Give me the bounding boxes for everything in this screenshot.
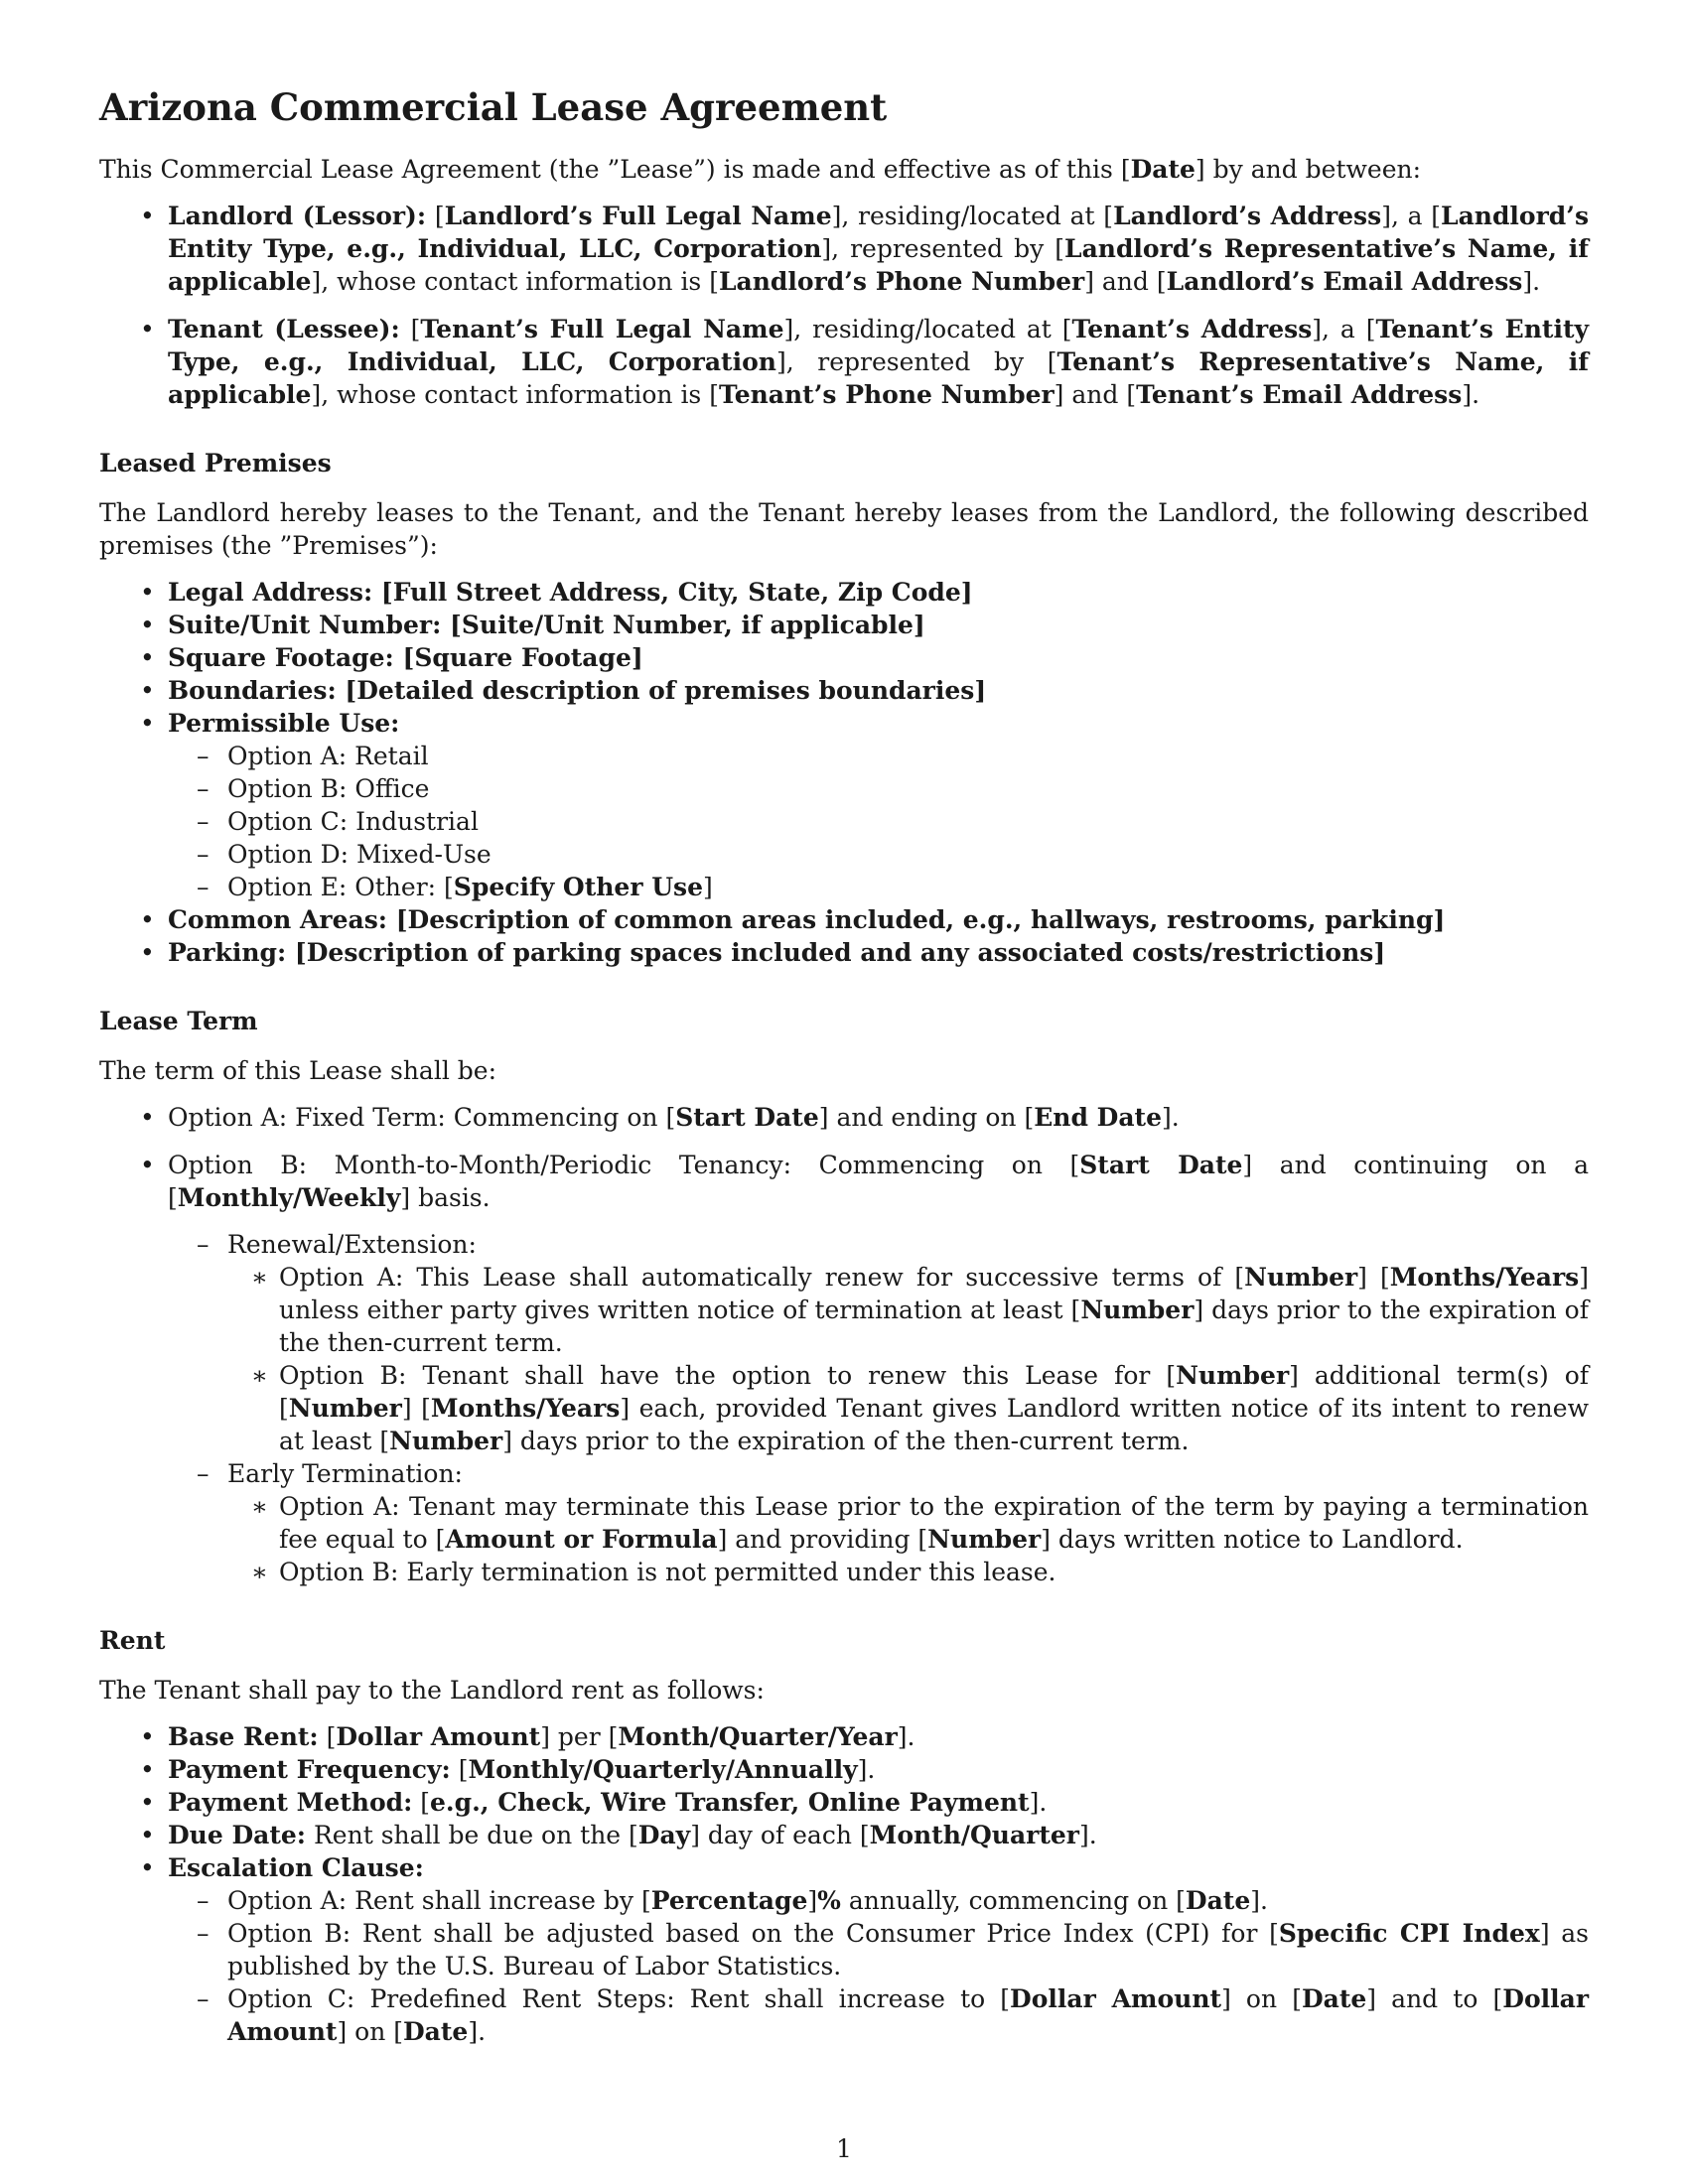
renewal-label: Renewal/Extension: [227,1230,477,1259]
list-item [227,1917,1589,1982]
number-placeholder: Number [927,1525,1042,1554]
list-item: – Option D: Mixed-Use [227,838,1589,871]
text: ] [807,1886,818,1915]
text: [ [450,1755,469,1784]
unit-placeholder: Months/Years [430,1394,621,1423]
early-termination-options [227,1490,1589,1588]
text: ], residing/located at [ [783,315,1072,343]
text: Option B: Month-to-Month/Periodic Tenancy: Commencing on [ [168,1151,1080,1179]
suite-number: Suite/Unit Number: [Suite/Unit Number, if applicable] [168,611,925,639]
list-item [168,1149,1589,1588]
premises-intro: The Landlord hereby leases to the Tenant, and the Tenant hereby leases from the Landlord, the following described premises (the ”Premises”): [99,498,1589,560]
text: ], residing/located at [ [831,202,1114,230]
text: ] and continuing on a [ [168,1151,1589,1212]
text: ]. [1250,1886,1268,1915]
parties-list [99,200,1589,411]
cpi-index-placeholder: Specific CPI Index [1278,1919,1540,1948]
text: ] per [ [540,1722,619,1751]
intro-text: ] by and between: [1195,155,1422,184]
period-placeholder: Month/Quarter [869,1821,1079,1849]
list-item [227,1884,1589,1917]
text: [ [412,1788,431,1817]
premises-list [99,576,1589,969]
list-item [168,1753,1589,1786]
landlord-entity-placeholder: Landlord’s Entity Type, e.g., Individual, LLC, Corporation [168,202,1590,263]
text: Option B: Tenant shall have the option to renew this Lease for [ [279,1361,1177,1390]
landlord-name-placeholder: Landlord’s Full Legal Name [444,202,832,230]
text: ] on [ [337,2017,403,2046]
escalation-label: Escalation Clause: [168,1853,424,1882]
text: ] day of each [ [690,1821,870,1849]
landlord-email-placeholder: Landlord’s Email Address [1166,267,1523,296]
text: ] [ [401,1394,431,1423]
list-item [279,1261,1589,1359]
other-use-placeholder: Specify Other Use [453,873,703,901]
tenant-address-placeholder: Tenant’s Address [1071,315,1313,343]
start-date-placeholder: Start Date [675,1103,819,1132]
text: ] and ending on [ [818,1103,1035,1132]
percentage-placeholder: Percentage [650,1886,808,1915]
text: ]. [857,1755,876,1784]
text: ], a [ [1312,315,1376,343]
text: ] each, provided Tenant gives Landlord written notice of its intent to renew at least [ [279,1394,1589,1455]
text: ] days prior to the expiration of the then-current term. [279,1296,1589,1357]
list-item [168,936,1589,969]
text: ], whose contact information is [ [311,267,719,296]
landlord-label: Landlord (Lessor): [168,202,427,230]
list-item [168,1786,1589,1819]
list-item: ∗ Option B: Early termination is not permitted under this lease. [279,1556,1589,1588]
parking: Parking: [Description of parking spaces included and any associated costs/restrictions] [168,938,1386,967]
text: ] days prior to the expiration of the then-current term. [502,1427,1190,1455]
tenant-rep-placeholder: Tenant’s Representative’s Name, if applicable [168,347,1589,409]
tenant-label: Tenant (Lessee): [168,315,400,343]
tenant-entity-placeholder: Tenant’s Entity Type, e.g., Individual, LLC, Corporation [168,315,1590,376]
text: ] and [ [1054,380,1137,409]
text: Option A: Fixed Term: Commencing on [ [168,1103,676,1132]
text: ] and [ [1084,267,1167,296]
term-list [99,1101,1589,1588]
date-placeholder: Date [1301,1984,1367,2013]
amount-placeholder: Dollar Amount [227,1984,1589,2046]
unit-placeholder: Months/Years [1389,1263,1580,1292]
text: ]. [897,1722,915,1751]
text: ], represented by [ [821,234,1064,263]
number-placeholder: Number [1244,1263,1358,1292]
method-placeholder: e.g., Check, Wire Transfer, Online Payment [430,1788,1030,1817]
intro-text: This Commercial Lease Agreement (the ”Lease”) is made and effective as of this [ [99,155,1131,184]
list-item [227,1228,1589,1457]
document-title: Arizona Commercial Lease Agreement [99,85,888,129]
text: ] additional term(s) of [ [279,1361,1589,1423]
date-placeholder: Date [1130,155,1196,184]
page-number: 1 [836,2134,852,2163]
due-date-label: Due Date: [168,1821,307,1849]
text: ]. [1522,267,1541,296]
text: [ [318,1722,337,1751]
rent-intro: The Tenant shall pay to the Landlord rent as follows: [99,1676,765,1705]
text: ] basis. [400,1183,491,1212]
intro-paragraph [99,153,1589,186]
permissible-use-label: Permissible Use: [168,709,400,738]
landlord-phone-placeholder: Landlord’s Phone Number [718,267,1085,296]
text: annually, commencing on [ [840,1886,1186,1915]
permissible-use-options [168,740,1589,903]
escalation-options [168,1884,1589,2048]
rent-list [99,1720,1589,2048]
text: ]. [1161,1103,1180,1132]
landlord-party [168,200,1589,298]
text: ] days written notice to Landlord. [1041,1525,1464,1554]
list-item [168,1819,1589,1851]
end-date-placeholder: End Date [1034,1103,1162,1132]
text: Option C: Predefined Rent Steps: Rent shall increase to [ [227,1984,1011,2013]
text: ] [703,873,713,901]
document-page [99,85,1589,2048]
number-placeholder: Number [389,1427,503,1455]
text: [ [426,202,445,230]
payment-method-label: Payment Method: [168,1788,413,1817]
list-item [168,641,1589,674]
list-item: – Option B: Office [227,772,1589,805]
list-item: – Option C: Industrial [227,805,1589,838]
text: Option A: This Lease shall automatically renew for successive terms of [ [279,1263,1245,1292]
start-date-placeholder: Start Date [1079,1151,1243,1179]
number-placeholder: Number [1080,1296,1195,1324]
list-item [168,903,1589,936]
date-placeholder: Date [1185,1886,1251,1915]
tenant-email-placeholder: Tenant’s Email Address [1136,380,1463,409]
tenant-name-placeholder: Tenant’s Full Legal Name [420,315,784,343]
renewal-options [227,1261,1589,1457]
text: ]. [1462,380,1480,409]
section-heading-premises: Leased Premises [99,449,332,478]
boundaries: Boundaries: [Detailed description of premises boundaries] [168,676,987,705]
legal-address: Legal Address: [Full Street Address, City, State, Zip Code] [168,578,973,607]
list-item [168,707,1589,903]
base-rent-label: Base Rent: [168,1722,319,1751]
section-heading-rent: Rent [99,1626,166,1655]
text: ] unless either party gives written notice of termination at least [ [279,1263,1589,1324]
common-areas: Common Areas: [Description of common areas included, e.g., hallways, restrooms, parking] [168,905,1446,934]
text: ], represented by [ [775,347,1057,376]
landlord-address-placeholder: Landlord’s Address [1113,202,1382,230]
text: ]. [468,2017,487,2046]
square-footage: Square Footage: [Square Footage] [168,643,643,672]
list-item [227,1457,1589,1588]
list-item [168,576,1589,609]
tenant-phone-placeholder: Tenant’s Phone Number [718,380,1055,409]
text: ] and providing [ [717,1525,928,1554]
list-item [227,1982,1589,2048]
list-item [279,1490,1589,1556]
term-sub-list [168,1228,1589,1588]
text: ], whose contact information is [ [311,380,719,409]
list-item [168,1101,1589,1134]
text: ] on [ [1221,1984,1302,2013]
text: Option A: Rent shall increase by [ [227,1886,651,1915]
text: Option E: Other: [ [227,873,454,901]
day-placeholder: Day [637,1821,691,1849]
list-item [168,674,1589,707]
number-placeholder: Number [1176,1361,1290,1390]
text: ] as published by the U.S. Bureau of Labor Statistics. [227,1919,1590,1980]
text: Rent shall be due on the [ [306,1821,638,1849]
percent-sign: % [817,1886,841,1915]
amount-placeholder: Dollar Amount [1010,1984,1222,2013]
period-placeholder: Month/Quarter/Year [618,1722,898,1751]
payment-frequency-label: Payment Frequency: [168,1755,451,1784]
amount-placeholder: Amount or Formula [445,1525,718,1554]
amount-placeholder: Dollar Amount [336,1722,541,1751]
section-heading-term: Lease Term [99,1007,258,1035]
text: ]. [1078,1821,1097,1849]
date-placeholder: Date [403,2017,469,2046]
early-termination-label: Early Termination: [227,1459,463,1488]
number-placeholder: Number [288,1394,402,1423]
list-item [168,609,1589,641]
list-item [279,1359,1589,1457]
landlord-rep-placeholder: Landlord’s Representative’s Name, if applicable [168,234,1589,296]
frequency-placeholder: Monthly/Quarterly/Annually [468,1755,858,1784]
list-item [168,1851,1589,2048]
text: ] and to [ [1366,1984,1503,2013]
text: ] [ [1357,1263,1390,1292]
period-placeholder: Monthly/Weekly [177,1183,401,1212]
tenant-party [168,313,1589,411]
list-item [227,871,1589,903]
text: [ [399,315,421,343]
list-item [168,1720,1589,1753]
text: Option B: Rent shall be adjusted based on the Consumer Price Index (CPI) for [ [227,1919,1279,1948]
list-item: – Option A: Retail [227,740,1589,772]
text: ], a [ [1381,202,1441,230]
text: ]. [1029,1788,1048,1817]
term-intro: The term of this Lease shall be: [99,1056,496,1085]
text: Option A: Tenant may terminate this Lease prior to the expiration of the term by paying a termination fee equal to [ [279,1492,1589,1554]
